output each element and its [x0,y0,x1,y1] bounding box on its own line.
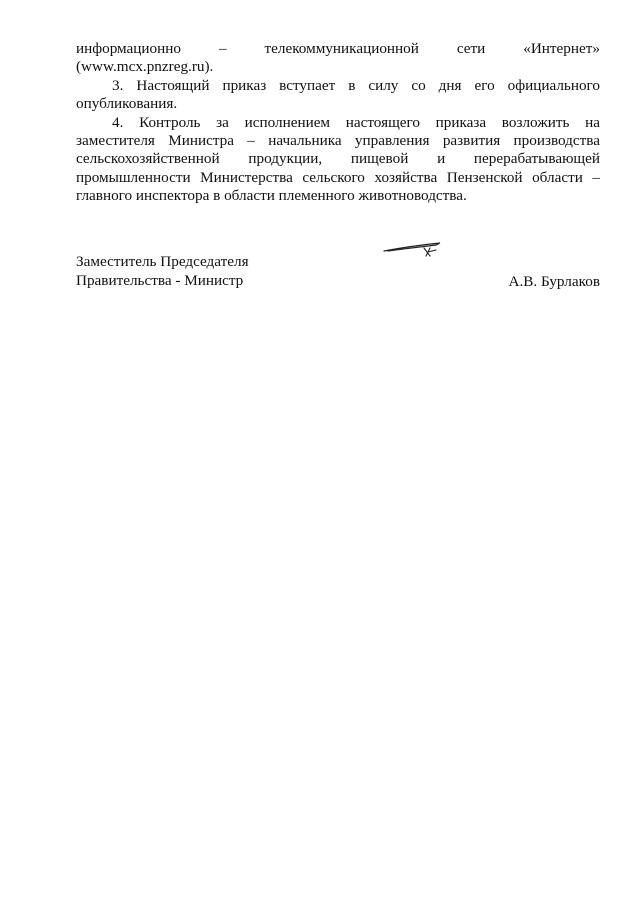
paragraph-internet-publication [76,40,600,77]
paragraph-item-3 [76,77,600,114]
text-line: промышленности Министерства сельского хозяйства Пензенской области – [76,168,600,186]
text-line: информационно – телекоммуникационной сети «Интернет» [76,40,600,57]
text-line: (www.mcx.pnzreg.ru). [76,58,214,76]
handwritten-signature [380,236,452,264]
text-line: 3. Настоящий приказ вступает в силу со дня его официального [112,76,600,94]
position-line: Заместитель Председателя [76,253,249,270]
text-line: заместителя Министра – начальника управления развития производства [76,132,600,150]
paragraph-item-4 [76,114,600,206]
signatory-position [76,252,249,290]
position-line: Правительства - Министр [76,272,244,289]
text-line: сельскохозяйственной продукции, пищевой и перерабатывающей [76,150,600,168]
document-body [76,40,600,206]
text-line: главного инспектора в области племенного животноводства. [76,187,467,205]
signatory-name: А.В. Бурлаков [508,273,600,290]
text-line: опубликования. [76,95,178,113]
text-line: 4. Контроль за исполнением настоящего приказа возложить на [112,113,600,131]
